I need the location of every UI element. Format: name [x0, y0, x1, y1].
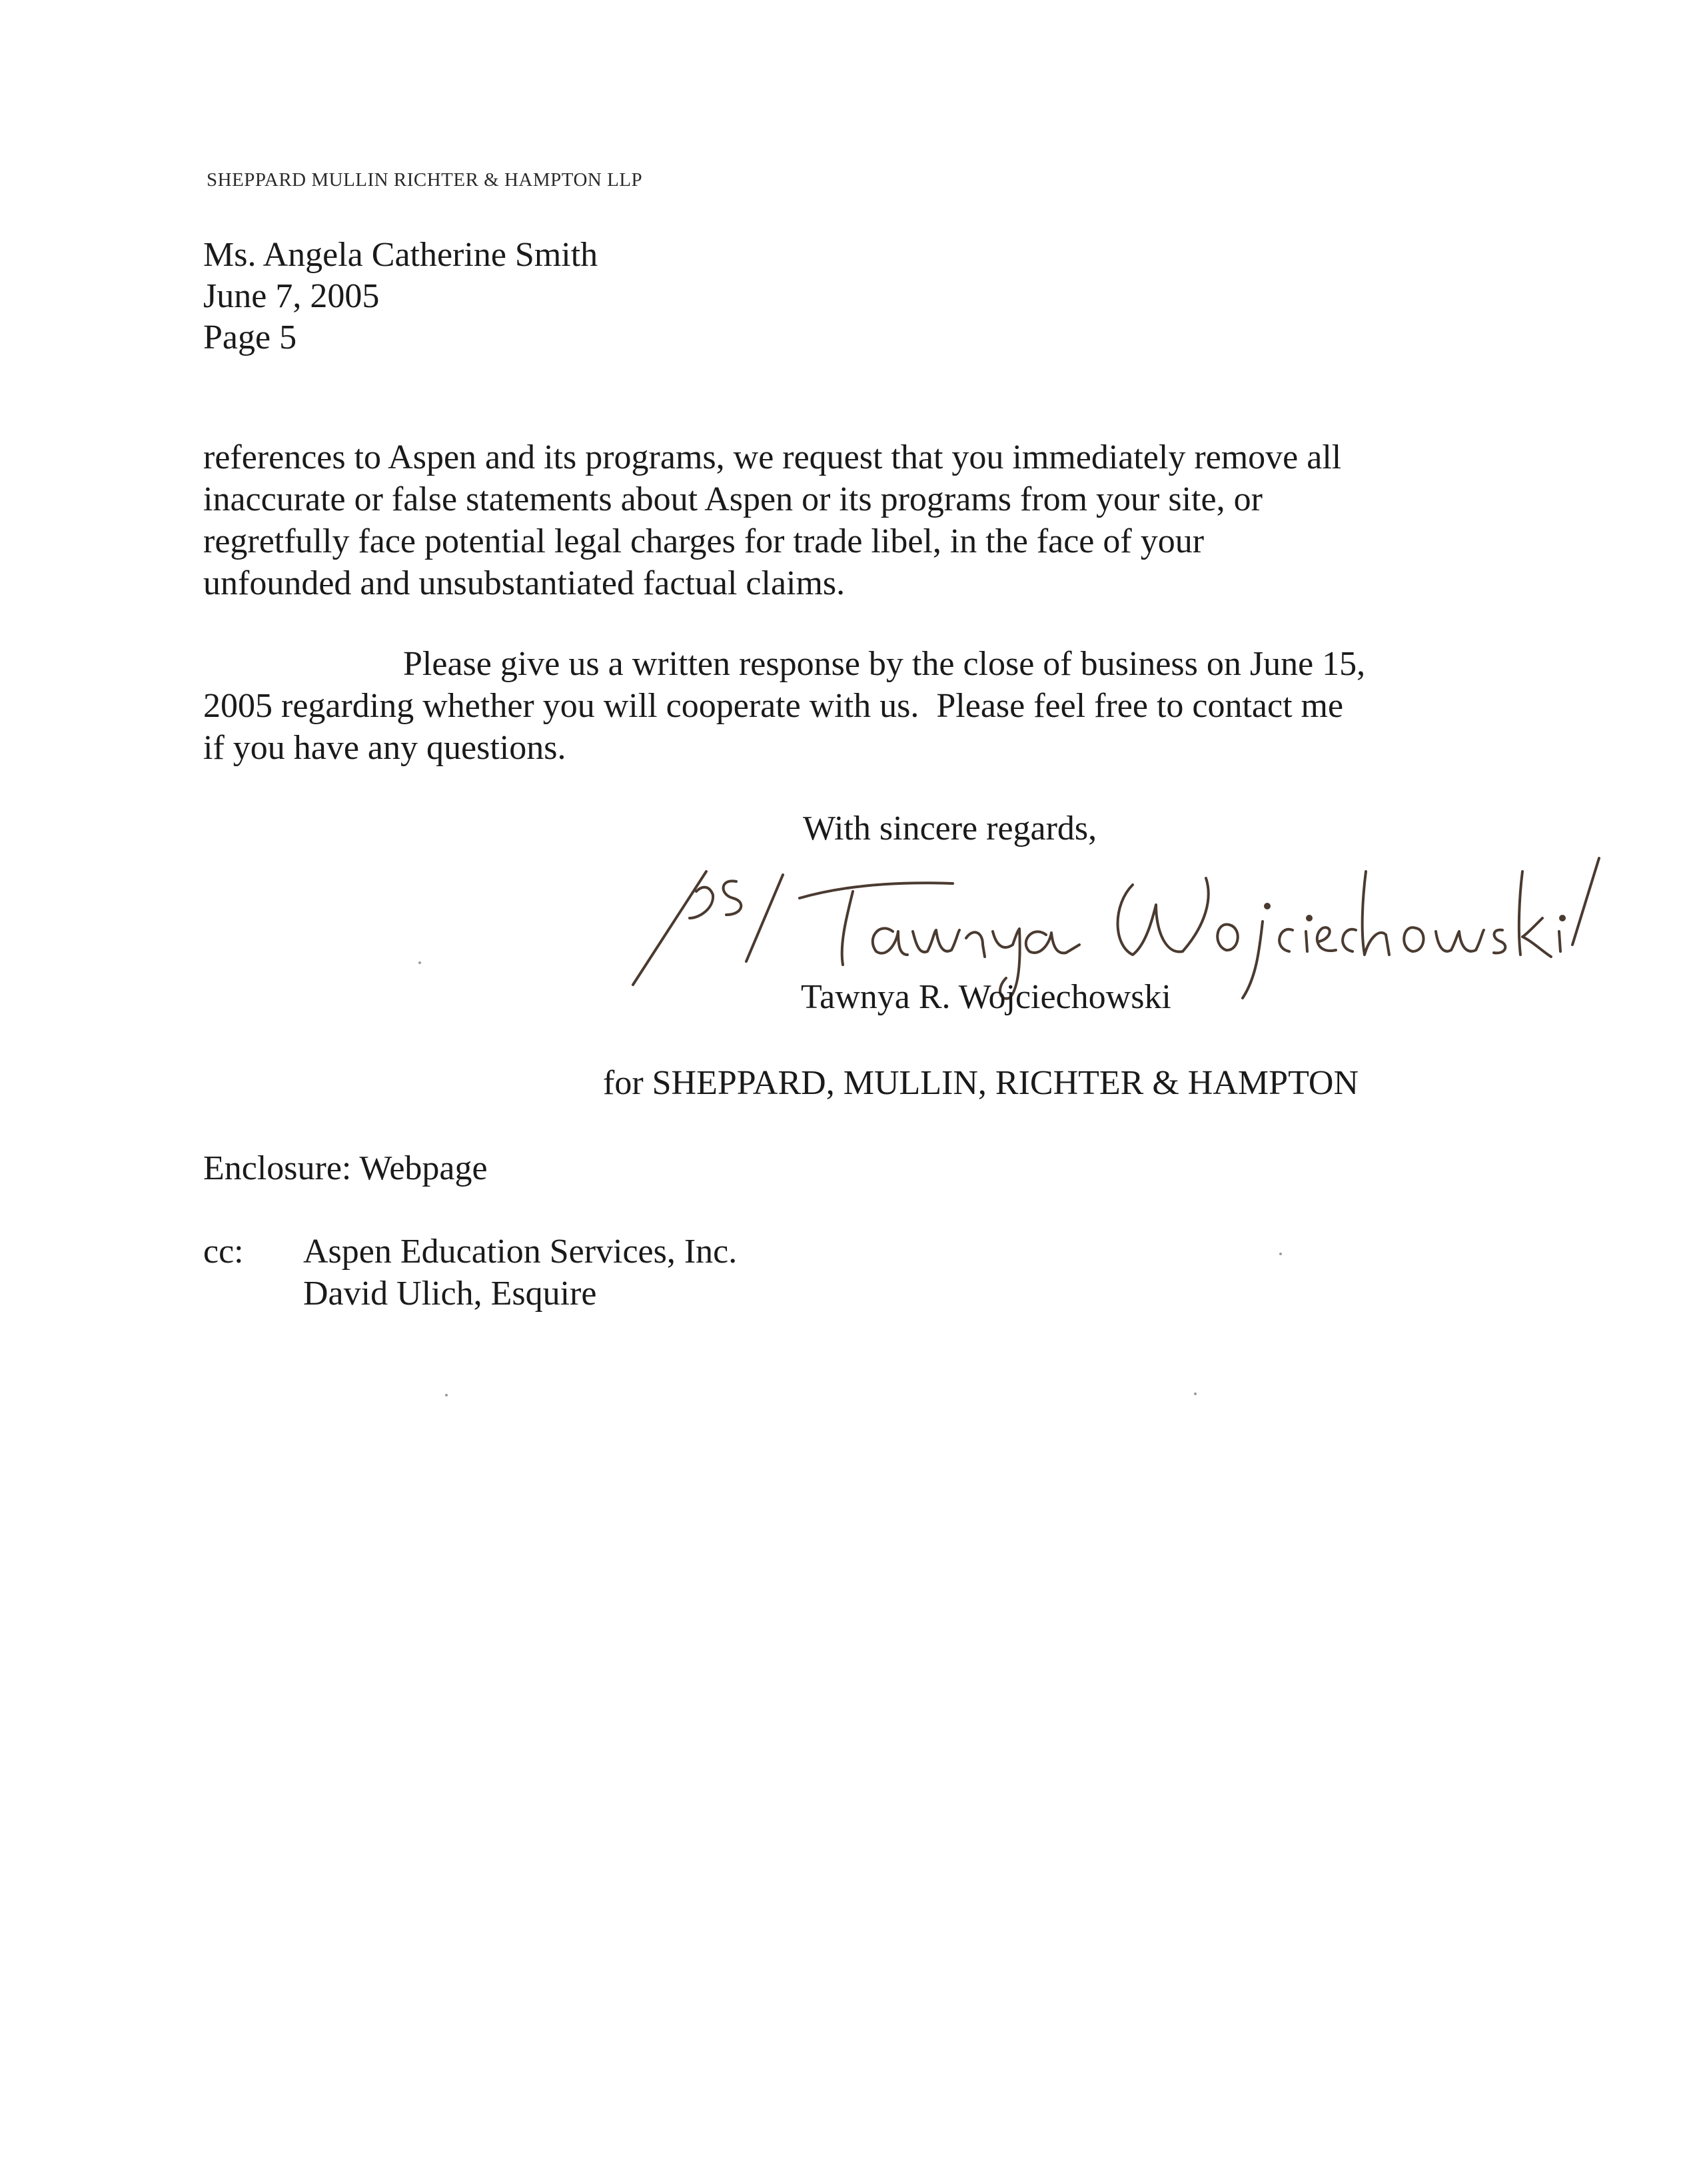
paragraph-1-line-3: regretfully face potential legal charges for trade libel, in the face of your	[203, 522, 1205, 560]
scan-speck	[418, 961, 421, 964]
firm-signature-line: for SHEPPARD, MULLIN, RICHTER & HAMPTON	[603, 1064, 1359, 1102]
scan-speck	[445, 1394, 448, 1396]
signer-name: Tawnya R. Wojciechowski	[801, 978, 1171, 1016]
paragraph-1-line-2: inaccurate or false statements about Aspen or its programs from your site, or	[203, 480, 1263, 518]
letterhead: SHEPPARD MULLIN RICHTER & HAMPTON LLP	[207, 169, 643, 191]
paragraph-2-line-1: Please give us a written response by the close of business on June 15,	[403, 645, 1366, 683]
closing-salutation: With sincere regards,	[803, 810, 1097, 847]
page-number: Page 5	[203, 318, 297, 356]
paragraph-1-line-4: unfounded and unsubstantiated factual claims.	[203, 564, 846, 602]
scan-speck	[1279, 1253, 1282, 1255]
letter-date: June 7, 2005	[203, 277, 380, 315]
scan-speck	[1194, 1392, 1197, 1395]
recipient-name: Ms. Angela Catherine Smith	[203, 236, 598, 274]
paragraph-2-line-2: 2005 regarding whether you will cooperate with us. Please feel free to contact me	[203, 687, 1344, 725]
paragraph-2-line-3: if you have any questions.	[203, 729, 566, 767]
cc-recipient-1: Aspen Education Services, Inc.	[303, 1233, 738, 1271]
enclosure-line: Enclosure: Webpage	[203, 1149, 488, 1187]
cc-recipient-2: David Ulich, Esquire	[303, 1275, 597, 1313]
cc-label: cc:	[203, 1233, 244, 1271]
paragraph-1-line-1: references to Aspen and its programs, we request that you immediately remove all	[203, 438, 1342, 476]
